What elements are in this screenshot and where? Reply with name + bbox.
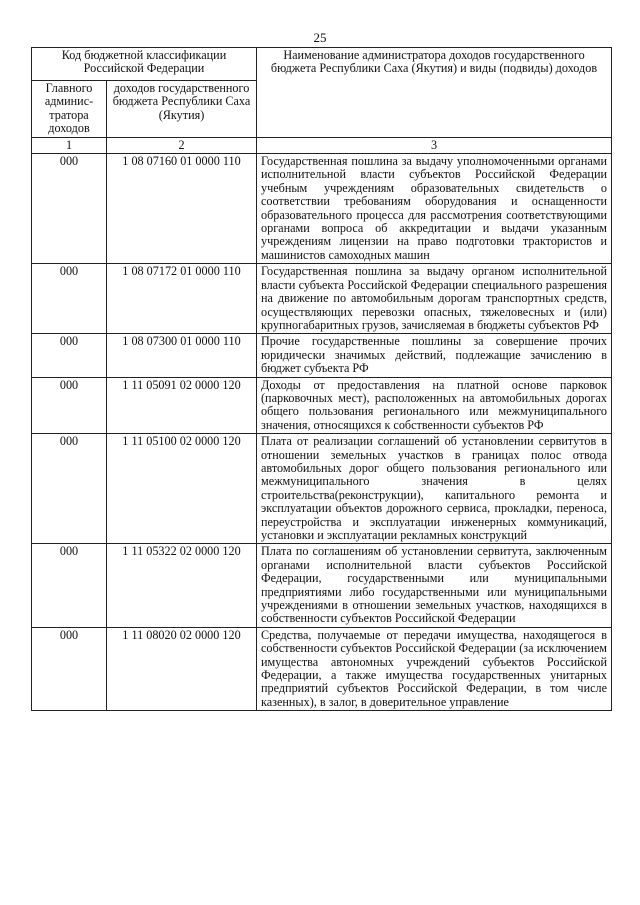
description-cell: Средства, получаемые от передачи имущества, находящегося в собственности субъектов Российской Федерации (за исключением имущества автономных учреждений субъектов Российской Федерации, а также имущества государственных унитарных предприятий субъектов Российской Федерации, в том числе казенных), в залог, в доверительное управление <box>257 627 612 710</box>
income-code-cell: 1 11 08020 02 0000 120 <box>107 627 257 710</box>
income-code-cell: 1 08 07300 01 0000 110 <box>107 334 257 377</box>
description-cell: Доходы от предоставления на платной основе парковок (парковочных мест), расположенных на автомобильных дорогах общего пользования регионального или межмуниципального значения, относящихся к собственности субъектов РФ <box>257 377 612 434</box>
header-row-top <box>32 48 612 81</box>
table-row <box>32 627 612 710</box>
table-row <box>32 544 612 627</box>
admin-code-cell: 000 <box>32 434 107 544</box>
admin-code-cell: 000 <box>32 544 107 627</box>
column-number-1: 1 <box>32 137 107 153</box>
description-cell: Государственная пошлина за выдачу уполномоченными органами исполнительной власти субъектов Российской Федерации учебным учреждениям образовательных свидетельств о соответствии требованиям оборудования и оснащенности образовательного процесса для рассмотрения соответствующими органами вопроса об аккредитации и выдачи указанным учреждениям лицензии на право подготовки трактористов и машинистов самоходных машин <box>257 154 612 264</box>
header-code-group: Код бюджетной классификации Российской Федерации <box>32 48 257 81</box>
table-row <box>32 154 612 264</box>
header-admin-column: Главного админис-тратора доходов <box>32 81 107 138</box>
header-name-column: Наименование администратора доходов государственного бюджета Республики Саха (Якутия) и виды (подвиды) доходов <box>257 48 612 138</box>
admin-code-cell: 000 <box>32 154 107 264</box>
income-code-cell: 1 11 05091 02 0000 120 <box>107 377 257 434</box>
income-code-cell: 1 08 07160 01 0000 110 <box>107 154 257 264</box>
header-income-column: доходов государственного бюджета Республики Саха (Якутия) <box>107 81 257 138</box>
income-code-cell: 1 11 05100 02 0000 120 <box>107 434 257 544</box>
table-row <box>32 377 612 434</box>
column-number-2: 2 <box>107 137 257 153</box>
column-number-3: 3 <box>257 137 612 153</box>
description-cell: Плата по соглашениям об установлении сервитута, заключенным органами исполнительной власти субъектов Российской Федерации, государственными или муниципальными предприятиями либо государственными или муниципальными учреждениями в отношении земельных участков, находящихся в собственности субъектов Российской Федерации <box>257 544 612 627</box>
admin-code-cell: 000 <box>32 264 107 334</box>
table-row <box>32 264 612 334</box>
table-row <box>32 434 612 544</box>
admin-code-cell: 000 <box>32 627 107 710</box>
description-cell: Прочие государственные пошлины за совершение прочих юридически значимых действий, подлежащие зачислению в бюджет субъекта РФ <box>257 334 612 377</box>
column-number-row <box>32 137 612 153</box>
admin-code-cell: 000 <box>32 334 107 377</box>
income-code-cell: 1 11 05322 02 0000 120 <box>107 544 257 627</box>
description-cell: Плата от реализации соглашений об установлении сервитутов в отношении земельных участков в границах полос отвода автомобильных дорог общего пользования регионального или межмуниципального значения в целях строительства(реконструкции), капитального ремонта и эксплуатации объектов дорожного сервиса, прокладки, переноса, переустройства и эксплуатации инженерных коммуникаций, установки и эксплуатации рекламных конструкций <box>257 434 612 544</box>
description-cell: Государственная пошлина за выдачу органом исполнительной власти субъекта Российской Федерации специального разрешения на движение по автомобильным дорогам транспортных средств, осуществляющих перевозки опасных, тяжеловесных и (или) крупногабаритных грузов, зачисляемая в бюджеты субъектов РФ <box>257 264 612 334</box>
admin-code-cell: 000 <box>32 377 107 434</box>
income-code-cell: 1 08 07172 01 0000 110 <box>107 264 257 334</box>
page-number: 25 <box>313 30 327 45</box>
table-row <box>32 334 612 377</box>
budget-classification-table <box>31 47 612 711</box>
